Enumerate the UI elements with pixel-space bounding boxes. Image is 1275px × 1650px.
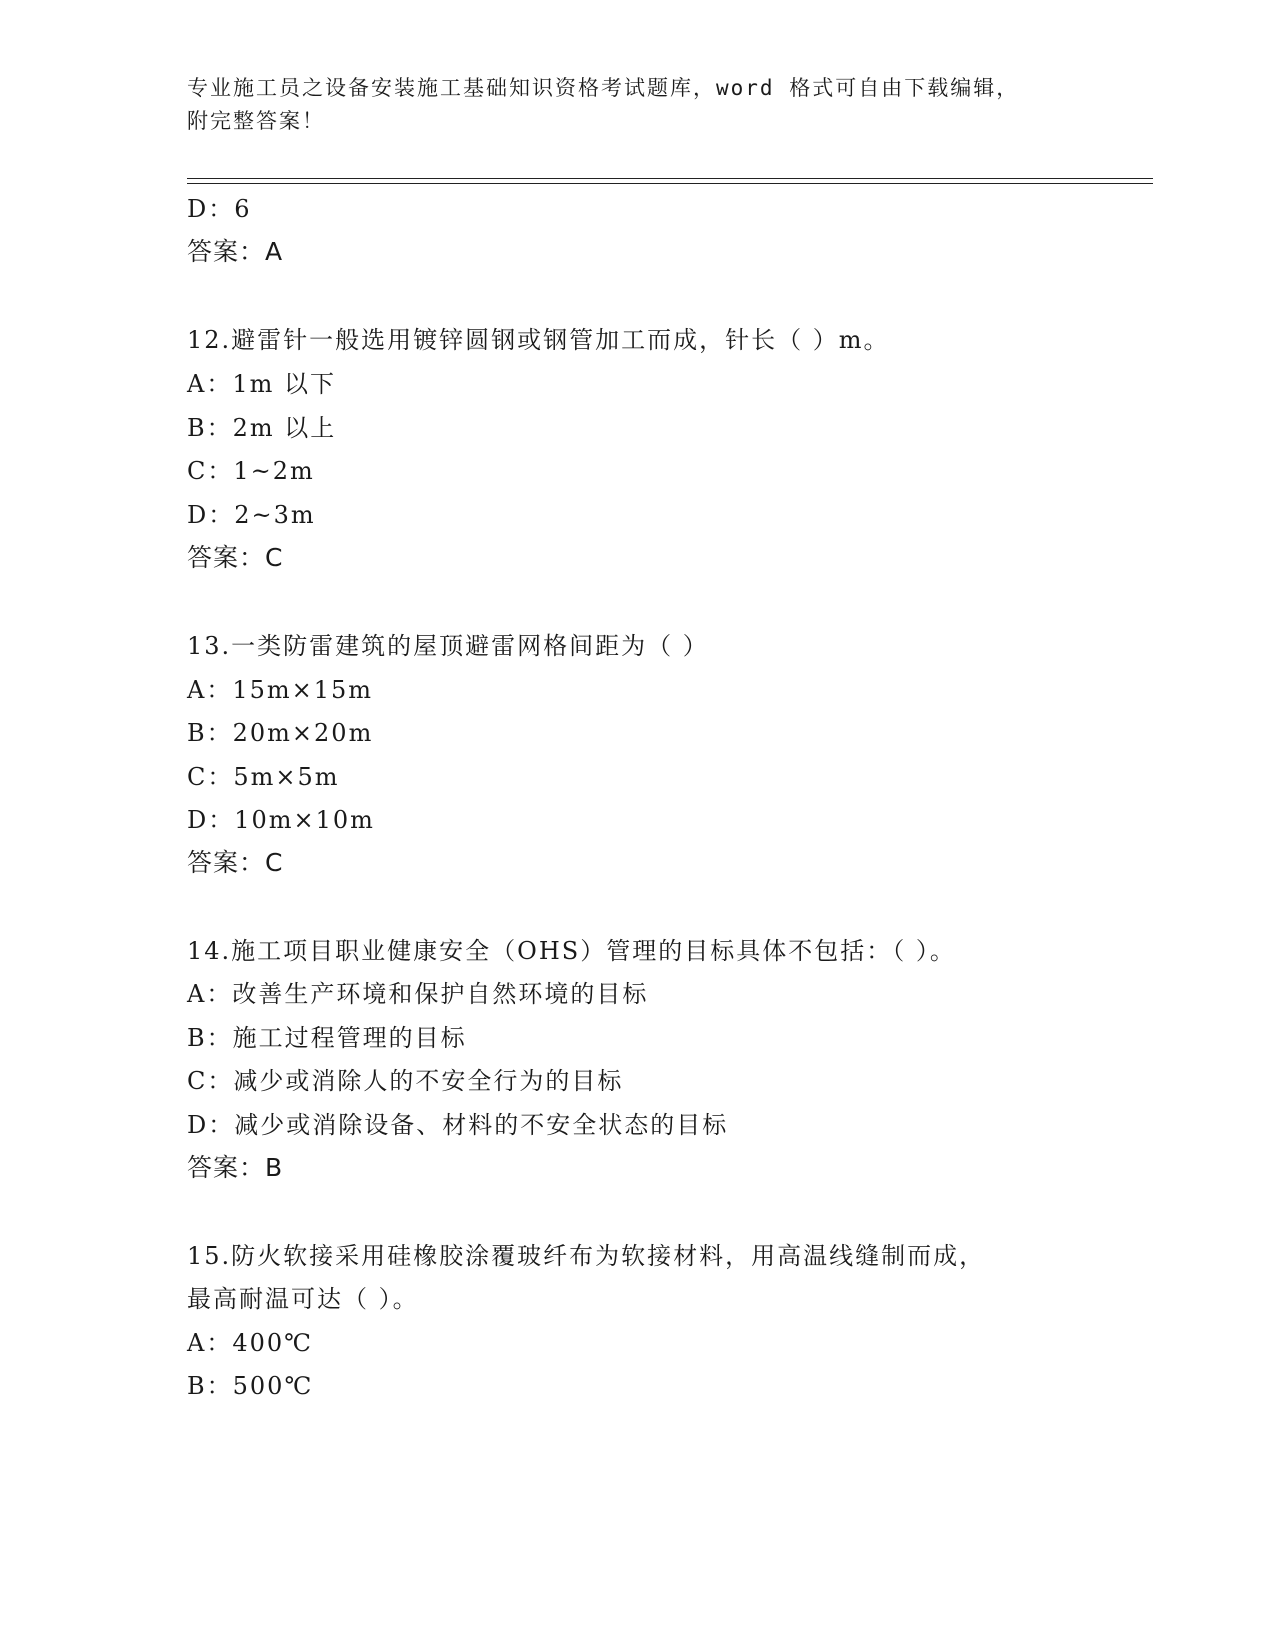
option-c: C：减少或消除人的不安全行为的目标	[187, 1067, 624, 1095]
header-line-2: 附完整答案！	[187, 109, 325, 133]
header-divider-top	[187, 178, 1153, 179]
answer-line: 答案：C	[187, 848, 284, 877]
header-line-1: 专业施工员之设备安装施工基础知识资格考试题库，word 格式可自由下载编辑，	[187, 76, 1020, 100]
option-d: D：6	[187, 195, 252, 223]
answer-line: 答案：B	[187, 1153, 284, 1182]
option-b: B：2m 以上	[187, 414, 337, 442]
option-a: A：1m 以下	[187, 370, 336, 398]
option-a: A：400℃	[187, 1329, 313, 1357]
option-a: A：改善生产环境和保护自然环境的目标	[187, 980, 649, 1008]
option-b: B：施工过程管理的目标	[187, 1024, 467, 1052]
answer-line: 答案：A	[187, 237, 284, 266]
question-stem-continued: 最高耐温可达（ ）。	[187, 1285, 419, 1313]
question-stem: 13.一类防雷建筑的屋顶避雷网格间距为（ ）	[187, 632, 709, 660]
question-stem: 14.施工项目职业健康安全（OHS）管理的目标具体不包括：（ ）。	[187, 937, 956, 965]
option-c: C：5m×5m	[187, 763, 340, 791]
question-stem: 15.防火软接采用硅橡胶涂覆玻纤布为软接材料，用高温线缝制而成，	[187, 1242, 986, 1270]
header-divider-bottom	[187, 183, 1153, 184]
option-b: B：500℃	[187, 1372, 314, 1400]
option-a: A：15m×15m	[187, 676, 374, 704]
option-d: D：10m×10m	[187, 806, 375, 834]
question-stem: 12.避雷针一般选用镀锌圆钢或钢管加工而成，针长（ ）m。	[187, 326, 890, 354]
answer-line: 答案：C	[187, 543, 284, 572]
option-d: D：减少或消除设备、材料的不安全状态的目标	[187, 1111, 729, 1139]
document-header	[187, 72, 1087, 138]
option-b: B：20m×20m	[187, 719, 374, 747]
option-c: C：1~2m	[187, 457, 315, 485]
option-d: D：2~3m	[187, 501, 316, 529]
